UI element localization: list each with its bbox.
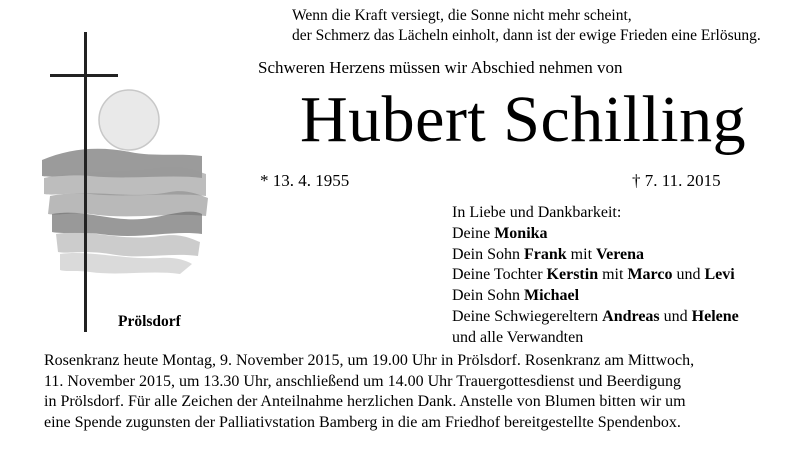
quote-line: Wenn die Kraft versiegt, die Sonne nicht mehr scheint, bbox=[292, 7, 632, 24]
notice-line: eine Spende zugunsten der Palliativstation Bamberg in die am Friedhof bereitgestellte Spendenbox. bbox=[44, 413, 681, 431]
notice-line: Rosenkranz heute Montag, 9. November 2015, um 19.00 Uhr in Prölsdorf. Rosenkranz am Mittwoch, bbox=[44, 352, 695, 369]
place-name: Prölsdorf bbox=[118, 313, 181, 330]
mourner-line: Deine Tochter Kerstin mit Marco und Levi bbox=[452, 266, 735, 284]
mourners-heading: In Liebe und Dankbarkeit: bbox=[452, 204, 622, 221]
mourners-list bbox=[452, 203, 739, 349]
birth-date: * 13. 4. 1955 bbox=[260, 171, 350, 190]
funeral-notice bbox=[44, 351, 784, 433]
sun-icon bbox=[99, 90, 159, 150]
mourner-line: Dein Sohn Michael bbox=[452, 287, 580, 305]
mourner-line: Deine Monika bbox=[452, 224, 548, 242]
deceased-name: Hubert Schilling bbox=[300, 83, 747, 156]
notice-line: in Prölsdorf. Für alle Zeichen der Anteilnahme herzlichen Dank. Anstelle von Blumen bitten wir um bbox=[44, 393, 686, 411]
quote-line: der Schmerz das Lächeln einholt, dann ist der ewige Frieden eine Erlösung. bbox=[292, 27, 761, 44]
memorial-quote bbox=[292, 6, 782, 46]
memorial-illustration bbox=[30, 28, 210, 348]
mourner-line: und alle Verwandten bbox=[452, 328, 584, 346]
notice-line: 11. November 2015, um 13.30 Uhr, anschließend um 14.00 Uhr Trauergottesdienst und Beerdigung bbox=[44, 372, 682, 390]
death-date: † 7. 11. 2015 bbox=[632, 171, 721, 190]
mourner-line: Deine Schwiegereltern Andreas und Helene bbox=[452, 307, 739, 325]
landscape-illustration bbox=[42, 149, 208, 274]
announcement-intro: Schweren Herzens müssen wir Abschied nehmen von bbox=[258, 58, 623, 77]
mourner-line: Dein Sohn Frank mit Verena bbox=[452, 245, 645, 263]
